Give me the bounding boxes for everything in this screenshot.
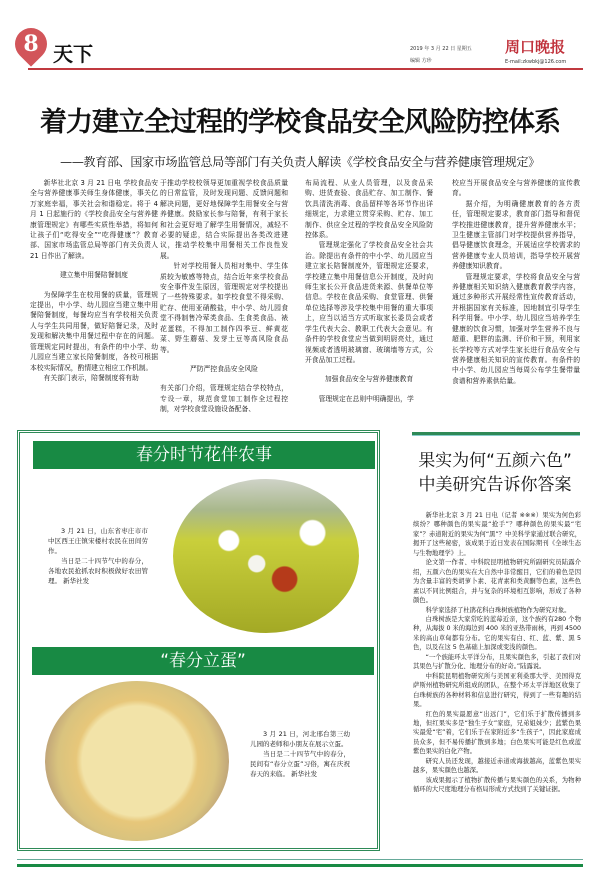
paragraph: 科学家选择了杜鹃花科白珠树族植物作为研究对象。 (425, 606, 571, 614)
paragraph: 为保障学生在校用餐的质量，管理规定提出，中小学、幼儿园应当建立集中用餐陪餐制度，每餐均应当有学校相关负责人与学生共同用餐，做好陪餐记录，及时发现和解决集中用餐过程中存在的问题。管理规定同时提出，有条件的中小学、幼儿园应当建立家长陪餐制度，各校可根据本校实际情况，酌情建立相应工作机制。 (30, 290, 158, 372)
subheadline: ——教育部、国家市场监管总局等部门有关负责人解读《学校食品安全与营养健康管理规定》 (60, 155, 540, 169)
issue-date: 2019 年 3 月 22 日 星期五 (410, 46, 472, 52)
email: E-mail:zkwbkj@126.com (505, 59, 567, 65)
paragraph: 新华社北京 3 月 21 日电（记者 ※※※）果实为何色彩缤纷？哪种颜色的果实最“抢手”？哪种颜色的果实最“宅家”？赤道附近的果实为何“黑”？中美科学家通过联合研究，揭开了这些秘密，该成果于近日发表在国际期刊《全球生态与生物地理学》上。 (413, 512, 581, 557)
photo-title-2: “春分立蛋” (32, 647, 374, 675)
eggs-photo (45, 681, 229, 841)
paragraph: 于推动学校校领导更加重视学校食品质量的日常监管，及时发现问题、反馈问题和解决问题，更好地保障学生用餐安全与营养健康。鼓励家长参与陪餐，有利于家长和社会更好地了解学生用餐情况，减轻不必要的疑虑，结合实际提出各类改进建议，推动学校集中用餐相关工作良性发展。 (160, 179, 288, 260)
caption-text: 3 月 21 日，山东省枣庄市市中区西王庄镇宋楼村农民在田间劳作。 (48, 527, 148, 555)
paragraph: 白珠树族是大家常吃的蓝莓近亲，这个族约有280 个物种，从海拔 0 米的海边到 400 米的亚热带雨林，再到 4500 米的高山草甸都有分布。它的果实有白、红、蓝、紫、黑 5 色，以及在这 5 色基础上加深或变浅的颜色。 (413, 615, 581, 652)
paragraph: “一个族能环太平洋分布，且果实颜色多，引起了我们对其果色与扩散分化、地理分布的好奇。”陆露说。 (413, 653, 581, 671)
photo-title-1: 春分时节花伴农事 (33, 441, 375, 469)
side-article-body (413, 511, 581, 795)
paragraph: 中科院昆明植物研究所与美国亚利桑那大学、美国得克萨斯州植物研究所组成的团队，在整个环太平洋地区收集了白珠树族的各种材料和信息进行研究，得到了一些有趣的结果。 (413, 672, 581, 709)
paragraph: 研究人员还发现，越接近赤道或海拔越高，蓝紫色果实越多，果实颜色也越深。 (413, 757, 581, 775)
editor: 编辑 方珍 (410, 58, 432, 64)
blossom-photo (173, 479, 359, 633)
section-heading: 建立集中用餐陪餐制度 (60, 271, 128, 280)
paragraph: 论文第一作者、中科院昆明植物研究所副研究员陆露介绍，五颜六色的果实在大自然中非常醒目，它们的着色是因为含量丰富的类胡萝卜素、花青素和类黄酮等色素，这些色素以不同比例组合，并与复杂的环境相互影响，形成了各种颜色。 (413, 559, 581, 605)
photo-caption-2 (250, 729, 350, 779)
photo-caption-1 (48, 526, 148, 586)
article-column-1 (30, 178, 158, 383)
paragraph: 校应当开展食品安全与营养健康的宣传教育。 (452, 179, 580, 198)
paragraph: 据介绍，为明确健康教育的各方责任，管理规定要求，教育部门指导和督促学校推进健康教育，提升营养健康水平；卫生健康主管部门对学校提供营养指导，倡导健康饮食理念，开展适应学校需求的营养健康专业人员培训，指导学校开展营养健康知识教育。 (452, 199, 580, 271)
paragraph: 管理规定强化了学校食品安全社会共治。除提出有条件的中小学、幼儿园应当建立家长陪餐制度外，管理规定还要求，学校建立集中用餐信息公开制度，及时向师生家长公开食品进货来源、供餐单位等信息。学校在食品采购、食堂管理、供餐单位选择等涉及学校集中用餐的重大事项上，应当以适当方式听取家长委员会或者学生代表大会、教职工代表大会意见。有条件的学校食堂应当做到明厨亮灶，通过视频或者透明玻璃窗、玻璃墙等方式，公开食品加工过程。 (305, 241, 433, 364)
header-divider (28, 68, 583, 70)
paragraph: 布局流程、从业人员管理，以及食品采购、进货查验、食品贮存、加工制作、餐饮具清洗消毒、食品留样等各环节作出详细规定，力求建立贯穿采购、贮存、加工制作、供应全过程的学校食品安全风险防控体系。 (305, 179, 433, 240)
article-column-2 (160, 178, 288, 415)
side-article-rule (412, 432, 580, 436)
paragraph: 红色的果实最愿意“出远门”，它们乐于扩散传播到多地，但红果实多是“独生子女”家庭，兄弟姐妹少；蓝紫色果实最爱“宅”着，它们乐于在家附近多“生孩子”，因此家庭成员众多，但不易传播扩散到多地；白色果实可能是红色或蓝紫色果实的白化产物。 (413, 710, 581, 756)
paragraph: 管理规定要求，学校将食品安全与营养健康相关知识纳入健康教育教学内容，通过多种形式开展经常性宣传教育活动，并根据国家有关标准，因地制宜引导学生科学用餐。中小学、幼儿园应当培养学生健康的饮食习惯，加强对学生营养不良与超重、肥胖的监测、评价和干预，利用家长学校等方式对学生家长进行食品安全与营养健康相关知识的宣传教育。有条件的中小学、幼儿园应当每周公布学生餐带量食谱和营养素供给量。 (452, 272, 580, 385)
paragraph: 有关部门介绍，管理规定结合学校特点，专设一章，规范食堂加工制作全过程控制，对学校食堂设施设备配备、 (160, 384, 288, 414)
title-line: 果实为何“五颜六色” (418, 451, 572, 471)
headline: 着力建立全过程的学校食品安全风险防控体系 (40, 107, 560, 138)
paragraph: 该成果揭示了植物扩散传播与果实颜色的关系，为物种循环的大尺度地理分布格局形成方式找到了关键证据。 (413, 776, 581, 794)
title-line: 中美研究告诉你答案 (418, 475, 572, 495)
section-heading: 加强食品安全与营养健康教育 (324, 375, 414, 384)
side-article-title (405, 449, 585, 497)
footer-rule (17, 859, 583, 860)
section-heading: 严防严控食品安全风险 (190, 364, 258, 373)
newspaper-logo: 周口晚报 (505, 38, 566, 56)
caption-text: 当日是二十四节气中的春分，各地农民抢抓农时积极做好农田管理。 新华社发 (48, 557, 148, 585)
paragraph: 新华社北京 3 月 21 日电 学校食品安全与营养健康事关师生身体健康，事关亿万家庭幸福，事关社会和谐稳定。将于 4 月 1 日起施行的《学校食品安全与营养健康管理规定》有哪些实质性举措，将如何让孩子们“吃得安全”“吃得健康”？教育部、国家市场监管总局等部门有关负责人 21 日作出了解读。 (30, 179, 158, 260)
paragraph: 有关部门表示，陪餐制度将有助 (43, 373, 139, 382)
article-column-3 (305, 178, 433, 404)
page-number: 8 (23, 31, 39, 57)
caption-text: 3 月 21 日，河北邢台第三幼儿园的老师和小朋友在展示立蛋。 (250, 730, 350, 748)
caption-text: 当日是二十四节气中的春分，民间有“春分立蛋”习俗，寓在庆祝春天的来临。 新华社发 (250, 750, 350, 778)
paragraph: 针对学校用餐人员相对集中、学生体质较为敏感等特点，结合近年来学校食品安全事件发生原因，管理规定对学校提出了一些特殊要求。如学校食堂不得采购、贮存、使用亚硝酸盐，中小学、幼儿园食堂不得制售冷荤类食品、生食类食品、裱花蛋糕，不得加工制作四季豆、鲜黄花菜、野生蘑菇、发芽土豆等高风险食品等。 (160, 262, 288, 354)
paragraph: 管理规定在总则中明确提出，学 (318, 394, 414, 403)
footer-rule (17, 864, 583, 867)
article-column-4 (452, 178, 580, 386)
section-title: 天下 (53, 42, 93, 66)
